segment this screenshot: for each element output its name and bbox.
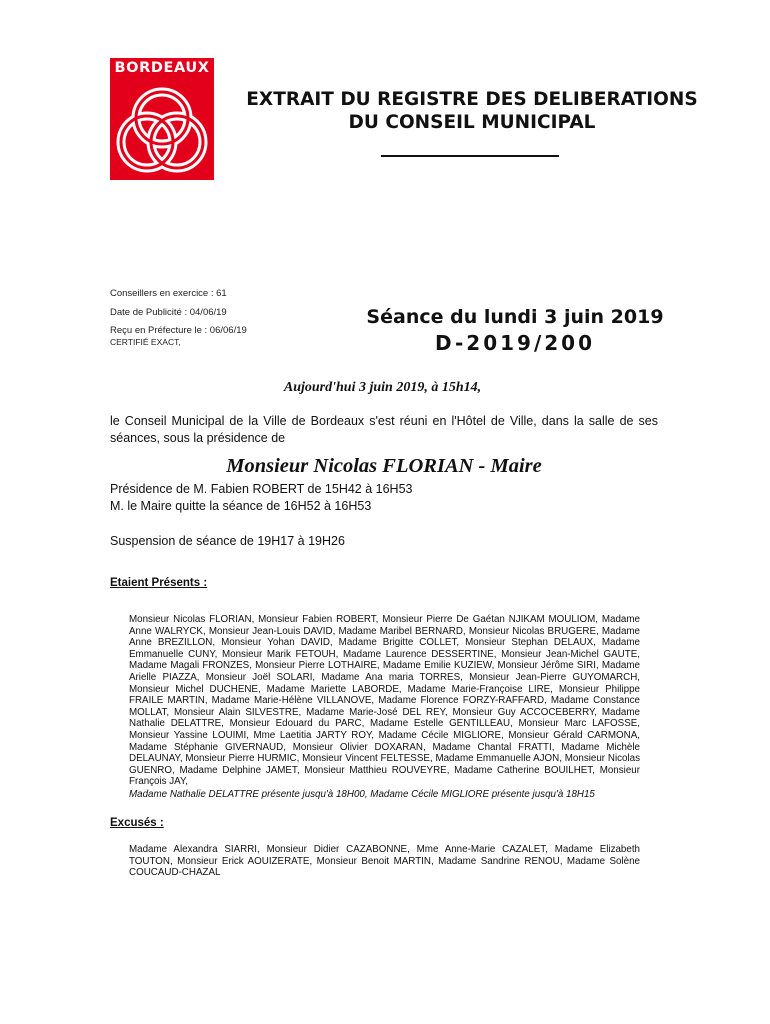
presents-note: Madame Nathalie DELATTRE présente jusqu'à 18H00, Madame Cécile MIGLIORE présente jusqu'à 18H15 <box>129 789 595 800</box>
title-underline-divider <box>381 155 559 157</box>
certifie-exact: CERTIFIÉ EXACT, <box>110 337 181 347</box>
seance-title: Séance du lundi 3 juin 2019 <box>366 306 664 328</box>
recu-en-prefecture: Reçu en Préfecture le : 06/06/19 <box>110 325 247 336</box>
presents-heading: Etaient Présents : <box>110 577 208 589</box>
document-title-line-2: DU CONSEIL MUNICIPAL <box>348 112 596 133</box>
conseillers-en-exercice: Conseillers en exercice : 61 <box>110 288 227 299</box>
presidence-line: Présidence de M. Fabien ROBERT de 15H42 à 16H53 <box>110 482 413 496</box>
deliberation-number: D-2019/200 <box>435 331 595 355</box>
logo-banner-text: BORDEAUX <box>110 58 214 78</box>
triquetra-emblem-icon <box>110 78 214 180</box>
date-line: Aujourd'hui 3 juin 2019, à 15h14, <box>283 380 482 395</box>
date-de-publicite: Date de Publicité : 04/06/19 <box>110 307 227 318</box>
document-title-line-1: EXTRAIT DU REGISTRE DES DELIBERATIONS <box>246 89 698 110</box>
bordeaux-logo <box>110 58 214 180</box>
presents-list: Monsieur Nicolas FLORIAN, Monsieur Fabien ROBERT, Monsieur Pierre De Gaétan NJIKAM MOULIOM, Madame Anne WALRYCK, Monsieur Jean-Louis DAVID, Madame Maribel BERNARD, Monsieur Nicolas BRUGERE, Madame Anne BREZILLON, Monsieur Yohan DAVID, Madame Brigitte COLLET, Monsieur Stephan DELAUX, Madame Emmanuelle CUNY, Monsieur Marik FETOUH, Madame Laurence DESSERTINE, Monsieur Jean-Michel GAUTE, Madame Magali FRONZES, Monsieur Pierre LOTHAIRE, Madame Emilie KUZIEW, Monsieur Jérôme SIRI, Madame Arielle PIAZZA, Monsieur Joël SOLARI, Madame Ana maria TORRES, Monsieur Jean-Pierre GUYOMARCH, Monsieur Michel DUCHENE, Madame Mariette LABORDE, Madame Marie-Françoise LIRE, Monsieur Philippe FRAILE MARTIN, Madame Marie-Hélène VILLANOVE, Madame Florence FORZY-RAFFARD, Madame Constance MOLLAT, Monsieur Alain SILVESTRE, Madame Marie-José DEL REY, Monsieur Guy ACCOCEBERRY, Madame Nathalie DELATTRE, Monsieur Edouard du PARC, Madame Estelle GENTILLEAU, Monsieur Marc LAFOSSE, Monsieur Yassine LOUIMI, Mme Laetitia JARTY ROY, Madame Cécile MIGLIORE, Monsieur Gérald CARMONA, Madame Stéphanie GIVERNAUD, Monsieur Olivier DOXARAN, Madame Chantal FRATTI, Madame Michèle DELAUNAY, Monsieur Pierre HURMIC, Monsieur Vincent FELTESSE, Madame Emmanuelle AJON, Monsieur Nicolas GUENRO, Madame Delphine JAMET, Monsieur Matthieu ROUVEYRE, Madame Catherine BOUILHET, Monsieur François JAY, <box>129 614 640 788</box>
president-name: Monsieur Nicolas FLORIAN - Maire <box>226 455 542 477</box>
excuses-heading: Excusés : <box>110 817 164 829</box>
excuses-list: Madame Alexandra SIARRI, Monsieur Didier CAZABONNE, Mme Anne-Marie CAZALET, Madame Elizabeth TOUTON, Monsieur Erick AOUIZERATE, Monsieur Benoit MARTIN, Madame Sandrine RENOU, Madame Solène COUCAUD-CHAZAL <box>129 844 640 879</box>
presidence-line: M. le Maire quitte la séance de 16H52 à 16H53 <box>110 499 372 513</box>
suspension-line: Suspension de séance de 19H17 à 19H26 <box>110 534 345 548</box>
intro-paragraph: le Conseil Municipal de la Ville de Bordeaux s'est réuni en l'Hôtel de Ville, dans la salle de ses séances, sous la présidence de <box>110 414 658 445</box>
